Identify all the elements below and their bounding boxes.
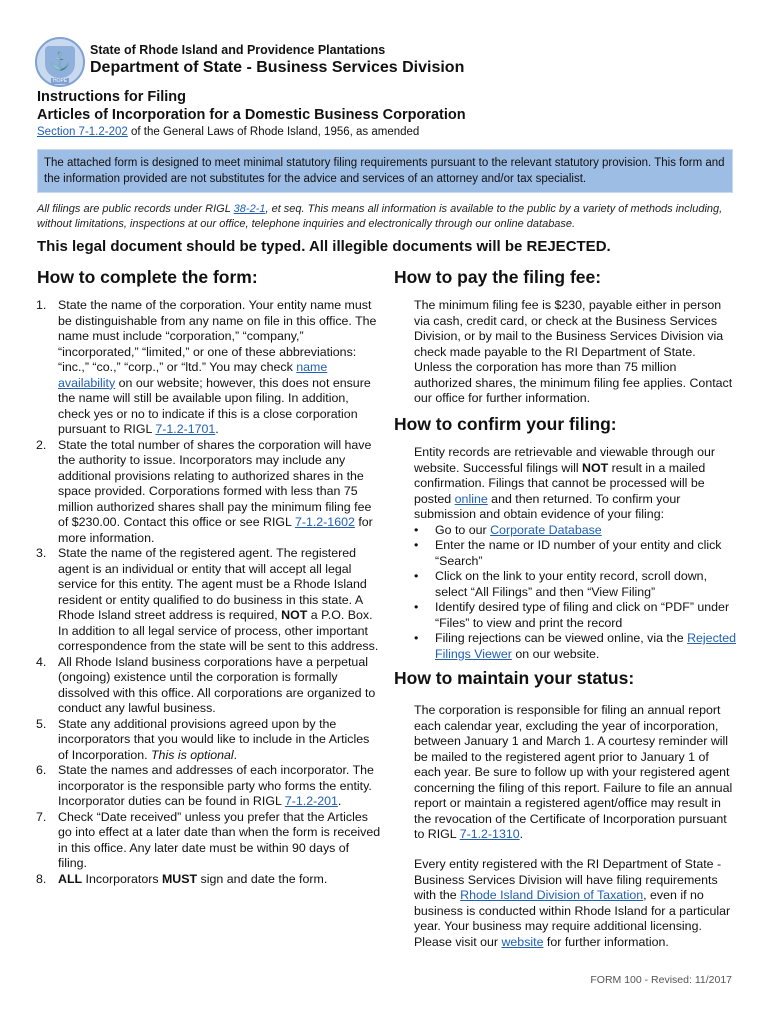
bullet-icon: • [414,538,419,552]
doc-title-line1: Instructions for Filing [37,89,187,105]
link[interactable]: Rejected Filings Viewer [435,631,736,661]
text-segment: sign and date the form. [197,871,328,886]
confirm-step-item [414,600,736,631]
confirm-steps-list [414,523,736,663]
step-number: 5. [36,716,47,731]
text-segment: State the total number of shares the corporation will have the authority to issue. Incorporators may include any additional provisions relating to authorized shares in the space provided. Corporations formed with less than 75 million authorized shares shall pay the minimum filing fee of $230.00. Contact this office or see RIGL [58,437,372,529]
confirm-step-item [414,569,736,600]
text-segment: All filings are public records under RIGL [37,203,234,215]
text-segment: This is optional [150,747,234,762]
step-number: 3. [36,546,47,560]
text-segment: NOT [582,460,609,475]
step-item [36,655,381,717]
step-item [36,763,381,810]
step-item [36,872,381,888]
link[interactable]: name availability [58,360,328,390]
text-segment: All Rhode Island business corporations have a perpetual (ongoing) existence until the corporation is formally dissolved with this office. All corporations are organized to conduct any lawful business. [58,654,376,715]
text-segment: NOT [281,608,308,622]
confirm-step-item [414,523,736,539]
text-segment: State the names and addresses of each incorporator. The incorporator is the responsible party who forms the entity. Incorporator duties can be found in RIGL [58,763,374,808]
text-segment: for further information. [543,934,669,949]
text-segment: Check “Date received” unless you prefer that the Articles go into effect at a later date than when the form is received in this office. Any later date must be within 90 days of filing. [58,809,381,870]
step-number: 8. [36,871,47,886]
anchor-icon: ⚓ [48,51,72,71]
taxation-text [414,857,736,950]
step-number: 2. [36,437,47,452]
typed-warning: This legal document should be typed. All illegible documents will be REJECTED. [37,238,611,255]
form-revision: FORM 100 - Revised: 11/2017 [590,974,732,986]
text-segment: on our website; however, this does not ensure the name will still be available upon filing. In addition, check yes or no to indicate if this is a close corporation pursuant to RIGL [58,375,371,436]
confirm-step-item [414,631,736,662]
text-segment: result in a mailed confirmation. Filings that cannot be processed will be posted [414,460,706,506]
bullet-icon: • [414,631,419,645]
step-item [36,438,381,547]
complete-form-heading: How to complete the form: [37,267,258,287]
step-item [36,810,381,872]
text-segment: and then returned. To confirm your submission and obtain evidence of your filing: [414,491,681,521]
statute-reference [37,126,419,138]
bullet-icon: • [414,600,419,614]
step-number: 6. [36,763,47,777]
text-segment: MUST [161,871,198,886]
bullet-icon: • [414,522,419,537]
text-segment: Click on the link to your entity record, scroll down, select “All Filings” and then “View Filing” [435,569,708,599]
text-segment: . [215,422,219,436]
text-segment: Every entity registered with the RI Department of State - Business Services Division will have filing requirements with the [414,857,722,902]
text-segment: Enter the name or ID number of your entity and click “Search” [435,538,722,568]
confirm-filing-heading: How to confirm your filing: [394,414,617,434]
step-number: 7. [36,809,47,824]
statute-text: of the General Laws of Rhode Island, 1956, as amended [127,126,420,138]
confirm-filing-section [414,445,736,662]
steps-list [36,298,381,887]
maintain-status-text [414,703,736,843]
text-segment: Entity records are retrievable and viewable through our website. Successful filings will [414,445,715,475]
text-segment: ALL [58,871,83,886]
bullet-icon: • [414,569,419,583]
maintain-status-heading: How to maintain your status: [394,668,635,688]
step-item [36,717,381,764]
pay-fee-heading: How to pay the filing fee: [394,267,602,287]
text-segment: The corporation is responsible for filing an annual report each calendar year, excluding the year of incorporation, between January 1 and March 1. A courtesy reminder will be mailed to the registered agent prior to January 1 of each year. Be sure to follow up with your registered agent concerning the filing of this report. Failure to file an annual report or maintain a registered agent/office may result in the revocation of the Certificate of Incorporation pursuant to RIGL [414,703,733,841]
step-number: 1. [36,298,47,312]
text-segment: Identify desired type of filing and click on “PDF” under “Files” to view and print the record [435,600,730,630]
text-segment: , et seq. This means all information is available to the public by a variety of methods including, without limitations, inspections at our office, telephone inquiries and electronically through our online database. [37,203,723,230]
disclaimer-box: The attached form is designed to meet minimal statutory filing requirements pursuant to the relevant statutory provision. This form and the information provided are not substitutes for the advice and services of an attorney and/or tax specialist. [37,149,733,193]
link[interactable]: online [454,491,488,506]
seal-motto: HOPE [53,78,68,84]
section-link[interactable]: Section 7-1.2-202 [37,126,128,138]
text-segment: Incorporators [82,871,162,886]
text-segment: State the name of the corporation. Your entity name must be distinguishable from any name on file in this office. The name must include “corporation,” “company,” “incorporated,” “limited,” or one of these abbreviations: “inc.,” “co.,” “corp.,” or “ltd.” You may check [58,298,377,374]
text-segment: for more information. [58,515,373,545]
confirm-step-item [414,538,736,569]
link[interactable]: 38-2-1 [233,203,266,215]
link[interactable]: Corporate Database [490,522,602,537]
step-item [36,298,381,438]
confirm-filing-text [414,445,736,523]
link[interactable]: website [501,934,544,949]
text-segment: Go to our [435,522,491,537]
state-name: State of Rhode Island and Providence Plantations [90,43,386,57]
step-item [36,546,381,655]
doc-title-line2: Articles of Incorporation for a Domestic Business Corporation [37,107,466,123]
text-segment: The minimum filing fee is $230, payable either in person via cash, credit card, or check at the Business Services Division, or by mail to the Business Services Division via check made payable to the RI Department of State. Unless the corporation has more than 75 million authorized shares, the minimum filing fee applies. Contact our office for further information. [414,298,733,405]
pay-fee-text [414,298,736,407]
text-segment: . [233,747,238,762]
text-segment: State the name of the registered agent. The registered agent is an individual or entity that will accept all legal service for this entity. The agent must be a Rhode Island resident or entity qualified to do business in this state. A Rhode Island street address is required, [58,546,367,622]
text-segment: . [337,794,342,808]
text-segment: . [519,827,524,841]
state-seal-logo [35,37,85,87]
public-records-notice [37,202,737,232]
link[interactable]: 7-1.2-1310 [459,827,520,841]
text-segment: , even if no business is conducted within Rhode Island for a particular year. Your business may require additional licensing. Please visit our [414,888,731,949]
link[interactable]: Rhode Island Division of Taxation [460,888,644,902]
text-segment: a P.O. Box. In addition to all legal service of process, other important correspondence from the state will be sent to this address. [58,608,379,653]
link[interactable]: 7-1.2-201 [284,794,338,808]
link[interactable]: 7-1.2-1602 [294,515,355,529]
department-name: Department of State - Business Services Division [90,59,465,76]
text-segment: State any additional provisions agreed upon by the incorporators that you would like to include in the Articles of Incorporation. [58,716,370,762]
link[interactable]: 7-1.2-1701 [155,422,216,436]
step-number: 4. [36,654,47,669]
text-segment: on our website. [511,646,600,661]
text-segment: Filing rejections can be viewed online, via the [435,631,688,645]
